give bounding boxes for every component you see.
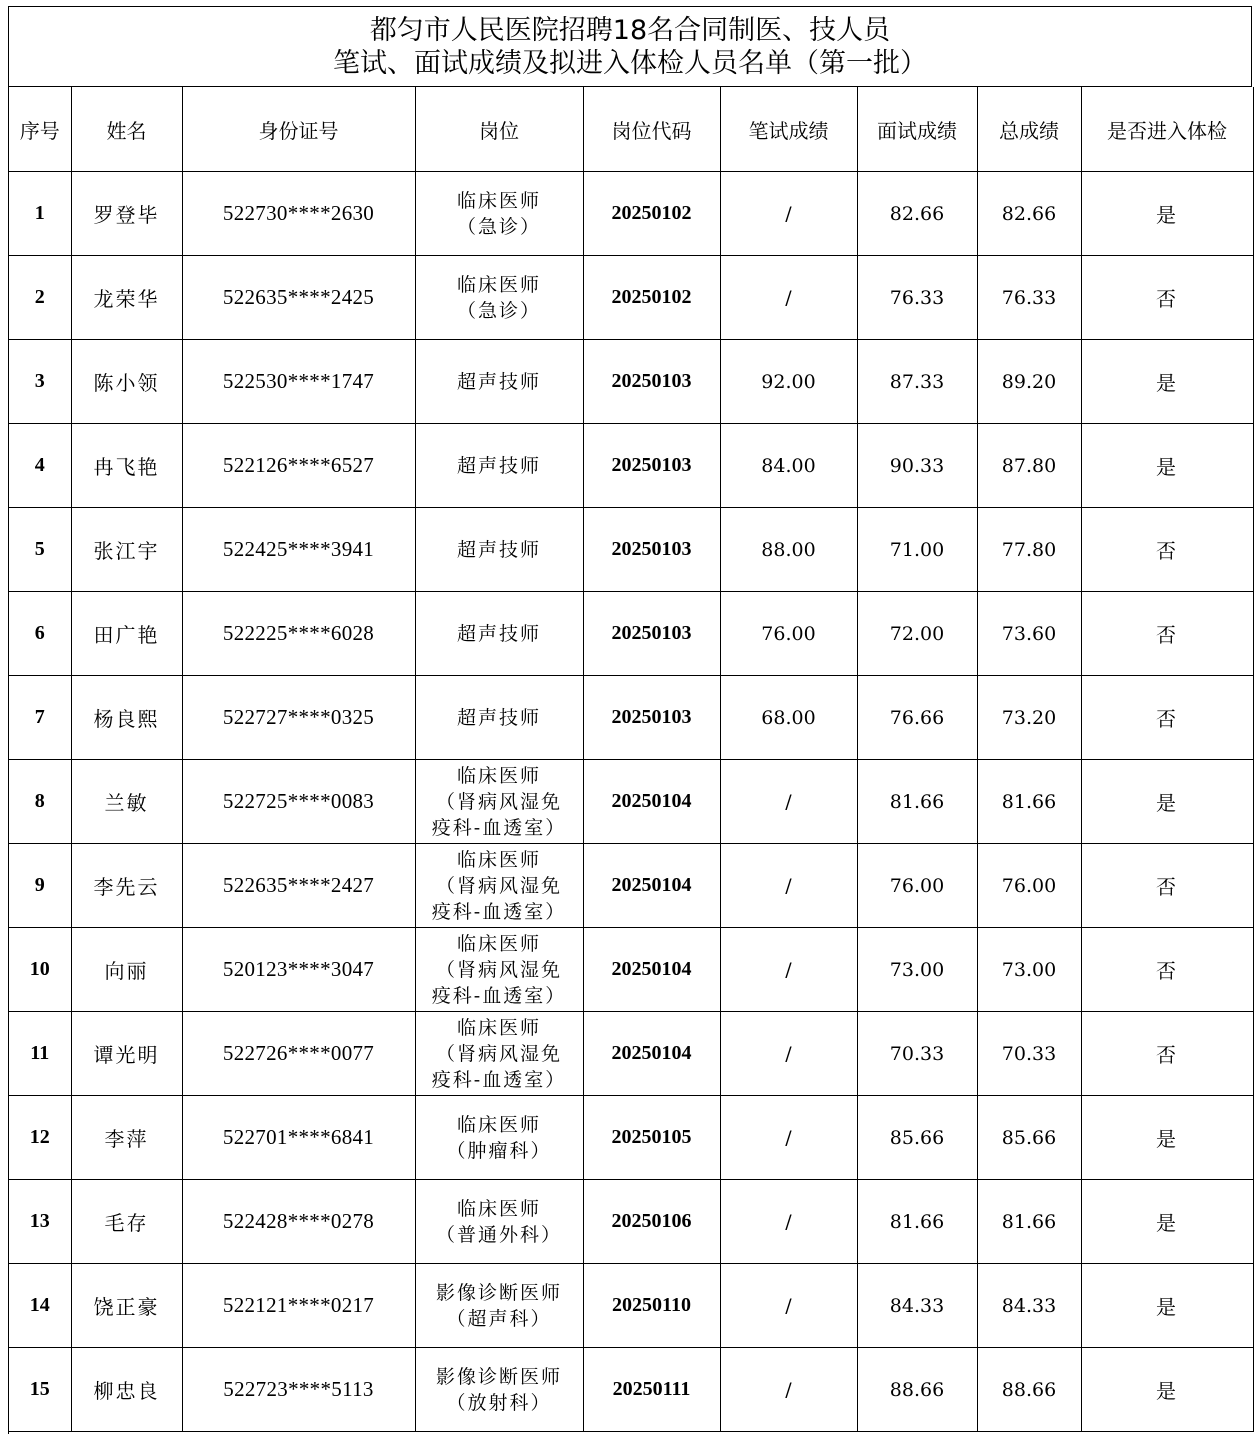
cell-id-number: 522121****0217 bbox=[182, 1264, 415, 1348]
cell-name: 张江宇 bbox=[71, 508, 182, 592]
position-line: 临床医师 bbox=[456, 1016, 541, 1039]
table-row bbox=[9, 1012, 1253, 1096]
cell-interview-score: 82.66 bbox=[857, 172, 977, 256]
position-line: 影像诊断医师 bbox=[435, 1281, 562, 1304]
cell-physical-exam: 否 bbox=[1081, 256, 1253, 340]
cell-name: 毛存 bbox=[71, 1180, 182, 1264]
cell-interview-score: 72.00 bbox=[857, 592, 977, 676]
cell-written-score: / bbox=[720, 928, 857, 1012]
cell-id-number: 522730****2630 bbox=[182, 172, 415, 256]
cell-total-score: 87.80 bbox=[977, 424, 1081, 508]
cell-interview-score: 90.33 bbox=[857, 424, 977, 508]
cell-name: 罗登毕 bbox=[71, 172, 182, 256]
table-row bbox=[9, 844, 1253, 928]
position-line: （肾病风湿免 bbox=[435, 874, 562, 897]
table-row bbox=[9, 256, 1253, 340]
position-line: 疫科-血透室） bbox=[431, 900, 567, 923]
cell-physical-exam: 是 bbox=[1081, 424, 1253, 508]
cell-interview-score: 76.00 bbox=[857, 844, 977, 928]
cell-name: 杨良熙 bbox=[71, 676, 182, 760]
table-row bbox=[9, 340, 1253, 424]
position-line: 影像诊断医师 bbox=[435, 1365, 562, 1388]
title-line-2: 笔试、面试成绩及拟进入体检人员名单（第一批） bbox=[333, 47, 927, 79]
position-line: （急诊） bbox=[456, 299, 541, 322]
cell-position bbox=[415, 256, 583, 340]
cell-written-score: 76.00 bbox=[720, 592, 857, 676]
cell-total-score: 81.66 bbox=[977, 760, 1081, 844]
cell-written-score: / bbox=[720, 1012, 857, 1096]
cell-name: 田广艳 bbox=[71, 592, 182, 676]
cell-position-code: 20250103 bbox=[583, 676, 720, 760]
header-position: 岗位 bbox=[415, 87, 583, 172]
cell-seq: 14 bbox=[9, 1264, 71, 1348]
cell-seq: 2 bbox=[9, 256, 71, 340]
cell-id-number: 522530****1747 bbox=[182, 340, 415, 424]
cell-written-score: / bbox=[720, 172, 857, 256]
cell-id-number: 522727****0325 bbox=[182, 676, 415, 760]
table-row bbox=[9, 592, 1253, 676]
position-line: 疫科-血透室） bbox=[431, 816, 567, 839]
position-line: 临床医师 bbox=[456, 189, 541, 212]
cell-interview-score: 76.66 bbox=[857, 676, 977, 760]
cell-position bbox=[415, 1264, 583, 1348]
cell-id-number: 522725****0083 bbox=[182, 760, 415, 844]
cell-name: 谭光明 bbox=[71, 1012, 182, 1096]
cell-position bbox=[415, 340, 583, 424]
position-line: 临床医师 bbox=[456, 932, 541, 955]
table-row bbox=[9, 1096, 1253, 1180]
cell-position-code: 20250106 bbox=[583, 1180, 720, 1264]
cell-name: 陈小领 bbox=[71, 340, 182, 424]
cell-written-score: 92.00 bbox=[720, 340, 857, 424]
table-row bbox=[9, 508, 1253, 592]
cell-written-score: / bbox=[720, 1096, 857, 1180]
cell-seq: 9 bbox=[9, 844, 71, 928]
position-line: （肾病风湿免 bbox=[435, 790, 562, 813]
cell-physical-exam: 否 bbox=[1081, 676, 1253, 760]
cell-seq: 5 bbox=[9, 508, 71, 592]
position-line: 疫科-血透室） bbox=[431, 1068, 567, 1091]
cell-total-score: 76.33 bbox=[977, 256, 1081, 340]
position-line: （放射科） bbox=[446, 1391, 552, 1414]
table-row bbox=[9, 1348, 1253, 1432]
cell-interview-score: 81.66 bbox=[857, 1180, 977, 1264]
cell-interview-score: 88.66 bbox=[857, 1348, 977, 1432]
cell-physical-exam: 是 bbox=[1081, 1180, 1253, 1264]
position-line: （肿瘤科） bbox=[446, 1139, 552, 1162]
position-line: 超声技师 bbox=[456, 706, 541, 729]
cell-interview-score: 71.00 bbox=[857, 508, 977, 592]
results-table bbox=[9, 87, 1254, 1432]
cell-total-score: 89.20 bbox=[977, 340, 1081, 424]
cell-total-score: 70.33 bbox=[977, 1012, 1081, 1096]
table-row bbox=[9, 424, 1253, 508]
cell-total-score: 82.66 bbox=[977, 172, 1081, 256]
cell-written-score: / bbox=[720, 1348, 857, 1432]
cell-seq: 1 bbox=[9, 172, 71, 256]
cell-total-score: 73.00 bbox=[977, 928, 1081, 1012]
cell-seq: 12 bbox=[9, 1096, 71, 1180]
cell-position bbox=[415, 172, 583, 256]
cell-written-score: / bbox=[720, 844, 857, 928]
position-line: （普通外科） bbox=[435, 1223, 562, 1246]
cell-position-code: 20250104 bbox=[583, 844, 720, 928]
cell-id-number: 522726****0077 bbox=[182, 1012, 415, 1096]
cell-name: 李先云 bbox=[71, 844, 182, 928]
header-physical: 是否进入体检 bbox=[1081, 87, 1253, 172]
cell-written-score: 68.00 bbox=[720, 676, 857, 760]
cell-position bbox=[415, 1180, 583, 1264]
cell-physical-exam: 否 bbox=[1081, 1012, 1253, 1096]
cell-seq: 13 bbox=[9, 1180, 71, 1264]
cell-name: 冉飞艳 bbox=[71, 424, 182, 508]
position-line: 临床医师 bbox=[456, 1113, 541, 1136]
title-line-1: 都匀市人民医院招聘18名合同制医、技人员 bbox=[369, 14, 891, 46]
cell-position-code: 20250105 bbox=[583, 1096, 720, 1180]
cell-total-score: 76.00 bbox=[977, 844, 1081, 928]
header-total: 总成绩 bbox=[977, 87, 1081, 172]
cell-physical-exam: 是 bbox=[1081, 172, 1253, 256]
cell-position-code: 20250103 bbox=[583, 424, 720, 508]
cell-seq: 10 bbox=[9, 928, 71, 1012]
position-line: 临床医师 bbox=[456, 764, 541, 787]
table-row bbox=[9, 760, 1253, 844]
cell-position-code: 20250102 bbox=[583, 172, 720, 256]
cell-id-number: 520123****3047 bbox=[182, 928, 415, 1012]
header-interview: 面试成绩 bbox=[857, 87, 977, 172]
cell-interview-score: 85.66 bbox=[857, 1096, 977, 1180]
cell-written-score: / bbox=[720, 1264, 857, 1348]
table-row bbox=[9, 676, 1253, 760]
cell-id-number: 522425****3941 bbox=[182, 508, 415, 592]
position-line: 超声技师 bbox=[456, 454, 541, 477]
cell-seq: 6 bbox=[9, 592, 71, 676]
cell-position-code: 20250102 bbox=[583, 256, 720, 340]
table-row bbox=[9, 1180, 1253, 1264]
cell-total-score: 85.66 bbox=[977, 1096, 1081, 1180]
cell-id-number: 522126****6527 bbox=[182, 424, 415, 508]
cell-physical-exam: 否 bbox=[1081, 508, 1253, 592]
position-line: 超声技师 bbox=[456, 622, 541, 645]
cell-seq: 8 bbox=[9, 760, 71, 844]
header-id: 身份证号 bbox=[182, 87, 415, 172]
cell-interview-score: 73.00 bbox=[857, 928, 977, 1012]
cell-position-code: 20250103 bbox=[583, 340, 720, 424]
cell-name: 李萍 bbox=[71, 1096, 182, 1180]
cell-physical-exam: 是 bbox=[1081, 1348, 1253, 1432]
cell-physical-exam: 是 bbox=[1081, 760, 1253, 844]
cell-written-score: / bbox=[720, 760, 857, 844]
cell-position-code: 20250104 bbox=[583, 1012, 720, 1096]
cell-interview-score: 76.33 bbox=[857, 256, 977, 340]
position-line: （肾病风湿免 bbox=[435, 958, 562, 981]
cell-seq: 4 bbox=[9, 424, 71, 508]
cell-interview-score: 84.33 bbox=[857, 1264, 977, 1348]
cell-id-number: 522701****6841 bbox=[182, 1096, 415, 1180]
cell-interview-score: 81.66 bbox=[857, 760, 977, 844]
table-header-row bbox=[9, 87, 1253, 172]
header-written: 笔试成绩 bbox=[720, 87, 857, 172]
cell-id-number: 522428****0278 bbox=[182, 1180, 415, 1264]
results-sheet bbox=[8, 6, 1252, 1434]
cell-written-score: / bbox=[720, 256, 857, 340]
position-line: 临床医师 bbox=[456, 848, 541, 871]
cell-seq: 15 bbox=[9, 1348, 71, 1432]
header-name: 姓名 bbox=[71, 87, 182, 172]
document-title bbox=[9, 7, 1252, 87]
position-line: （急诊） bbox=[456, 215, 541, 238]
table-row bbox=[9, 1264, 1253, 1348]
cell-seq: 7 bbox=[9, 676, 71, 760]
cell-position-code: 20250103 bbox=[583, 592, 720, 676]
cell-id-number: 522225****6028 bbox=[182, 592, 415, 676]
cell-id-number: 522635****2425 bbox=[182, 256, 415, 340]
cell-interview-score: 70.33 bbox=[857, 1012, 977, 1096]
cell-total-score: 73.20 bbox=[977, 676, 1081, 760]
cell-name: 饶正豪 bbox=[71, 1264, 182, 1348]
cell-physical-exam: 是 bbox=[1081, 1264, 1253, 1348]
cell-written-score: / bbox=[720, 1180, 857, 1264]
position-line: （肾病风湿免 bbox=[435, 1042, 562, 1065]
cell-physical-exam: 否 bbox=[1081, 928, 1253, 1012]
cell-name: 兰敏 bbox=[71, 760, 182, 844]
cell-position bbox=[415, 508, 583, 592]
cell-name: 龙荣华 bbox=[71, 256, 182, 340]
table-body bbox=[9, 172, 1253, 1432]
cell-position bbox=[415, 760, 583, 844]
position-line: 疫科-血透室） bbox=[431, 984, 567, 1007]
position-line: 超声技师 bbox=[456, 538, 541, 561]
cell-position-code: 20250111 bbox=[583, 1348, 720, 1432]
cell-position bbox=[415, 1012, 583, 1096]
cell-name: 向丽 bbox=[71, 928, 182, 1012]
cell-seq: 11 bbox=[9, 1012, 71, 1096]
cell-interview-score: 87.33 bbox=[857, 340, 977, 424]
cell-name: 柳忠良 bbox=[71, 1348, 182, 1432]
cell-seq: 3 bbox=[9, 340, 71, 424]
cell-position bbox=[415, 1348, 583, 1432]
cell-physical-exam: 是 bbox=[1081, 340, 1253, 424]
position-line: 临床医师 bbox=[456, 273, 541, 296]
cell-position bbox=[415, 676, 583, 760]
cell-position bbox=[415, 424, 583, 508]
cell-position bbox=[415, 844, 583, 928]
table-row bbox=[9, 172, 1253, 256]
cell-total-score: 81.66 bbox=[977, 1180, 1081, 1264]
cell-total-score: 88.66 bbox=[977, 1348, 1081, 1432]
table-row bbox=[9, 928, 1253, 1012]
cell-physical-exam: 是 bbox=[1081, 1096, 1253, 1180]
cell-physical-exam: 否 bbox=[1081, 844, 1253, 928]
cell-total-score: 73.60 bbox=[977, 592, 1081, 676]
position-line: （超声科） bbox=[446, 1307, 552, 1330]
position-line: 超声技师 bbox=[456, 370, 541, 393]
cell-written-score: 84.00 bbox=[720, 424, 857, 508]
cell-id-number: 522723****5113 bbox=[182, 1348, 415, 1432]
cell-position bbox=[415, 1096, 583, 1180]
cell-total-score: 77.80 bbox=[977, 508, 1081, 592]
cell-position-code: 20250110 bbox=[583, 1264, 720, 1348]
header-code: 岗位代码 bbox=[583, 87, 720, 172]
position-line: 临床医师 bbox=[456, 1197, 541, 1220]
cell-written-score: 88.00 bbox=[720, 508, 857, 592]
cell-position bbox=[415, 928, 583, 1012]
cell-position-code: 20250103 bbox=[583, 508, 720, 592]
cell-position-code: 20250104 bbox=[583, 760, 720, 844]
header-seq: 序号 bbox=[9, 87, 71, 172]
cell-total-score: 84.33 bbox=[977, 1264, 1081, 1348]
cell-position bbox=[415, 592, 583, 676]
cell-id-number: 522635****2427 bbox=[182, 844, 415, 928]
cell-position-code: 20250104 bbox=[583, 928, 720, 1012]
cell-physical-exam: 否 bbox=[1081, 592, 1253, 676]
